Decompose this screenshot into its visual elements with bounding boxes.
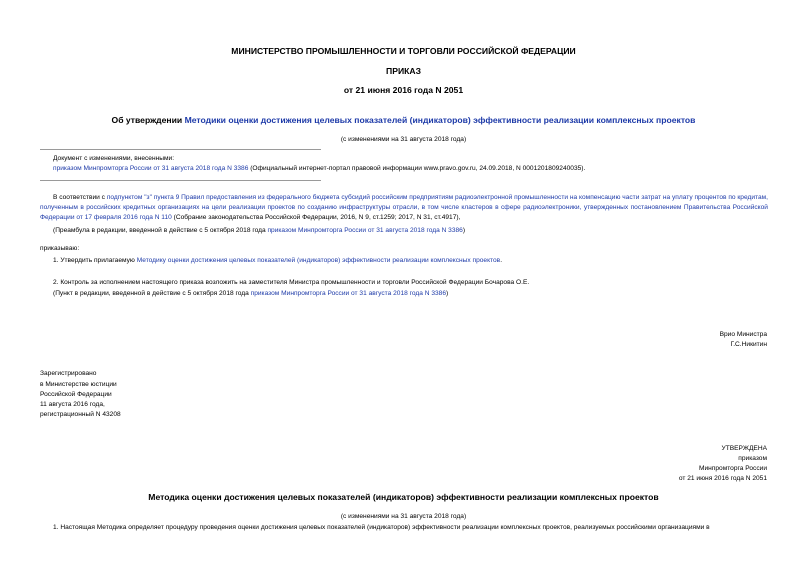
order-title-prefix: Об утверждении bbox=[111, 115, 185, 125]
order-date-number: от 21 июня 2016 года N 2051 bbox=[343, 85, 464, 95]
item-2-note-prefix: (Пункт в редакции, введенной в действие с 5 октября 2018 года bbox=[53, 290, 251, 297]
item-2-note-suffix: ) bbox=[446, 290, 449, 297]
preamble-text-2: (Собрание законодательства Российской Федерации, 2016, N 9, ст.1259; 2017, N 31, ст.4917), bbox=[171, 214, 461, 221]
method-amendment-note: (с изменениями на 31 августа 2018 года) bbox=[340, 513, 467, 520]
changes-heading: Документ с изменениями, внесенными: bbox=[53, 155, 175, 162]
changes-line bbox=[53, 165, 585, 173]
approved-line-1: УТВЕРЖДЕНА bbox=[721, 445, 767, 452]
amendment-note: (с изменениями на 31 августа 2018 года) bbox=[340, 136, 467, 143]
approved-line-3: Минпромторга России bbox=[698, 465, 767, 472]
order-word: приказываю: bbox=[40, 245, 80, 252]
approved-line-2: приказом bbox=[738, 455, 767, 462]
item-2-note bbox=[53, 290, 448, 298]
doc-type-heading: ПРИКАЗ bbox=[386, 66, 421, 76]
preamble-rules-link[interactable]: подпунктом "з" пункта 9 Правил предоставления из федерального бюджета субсидий российским предприятиям радиоэлектронной промышленности на компенсацию части затрат на уплату процентов по кредитам, полученным в российских кредитных организациях на цели реализации проектов по созданию инфраструктуры отрасли, в том числе кластеров в сфере радиоэлектроники, утвержденных постановлением Правительства Российской Федерации от 17 февраля 2016 года N 110 bbox=[40, 194, 768, 221]
preamble-edit-note-prefix: (Преамбула в редакции, введенной в действие с 5 октября 2018 года bbox=[53, 227, 268, 234]
preamble-edit-note bbox=[53, 227, 465, 235]
registration-line-5: регистрационный N 43208 bbox=[40, 411, 121, 418]
order-title bbox=[0, 115, 807, 125]
item-1-suffix: . bbox=[500, 257, 503, 264]
registration-line-3: Российской Федерации bbox=[40, 391, 112, 398]
item-1-method-link[interactable]: Методику оценки достижения целевых показателей (индикаторов) эффективности реализации комплексных проектов bbox=[136, 257, 501, 264]
changes-link[interactable]: приказом Минпромторга России от 31 августа 2018 года N 3386 bbox=[53, 165, 249, 172]
order-title-link[interactable]: Методики оценки достижения целевых показателей (индикаторов) эффективности реализации комплексных проектов bbox=[184, 115, 696, 125]
registration-line-4: 11 августа 2016 года, bbox=[40, 401, 105, 408]
changes-rest: (Официальный интернет-портал правовой информации www.pravo.gov.ru, 24.09.2018, N 0001201809240035). bbox=[248, 165, 586, 172]
method-title: Методика оценки достижения целевых показателей (индикаторов) эффективности реализации комплексных проектов bbox=[148, 492, 659, 502]
signature-position: Врио Министра bbox=[719, 331, 767, 338]
signature-name: Г.С.Никитин bbox=[730, 341, 767, 348]
item-2-note-link[interactable]: приказом Минпромторга России от 31 августа 2018 года N 3386 bbox=[250, 290, 446, 297]
method-paragraph-1: 1. Настоящая Методика определяет процедуру проведения оценки достижения целевых показателей (индикаторов) эффективности реализации комплексных проектов, реализуемых российскими организациями в bbox=[53, 524, 710, 531]
approved-line-4: от 21 июня 2016 года N 2051 bbox=[678, 475, 767, 482]
preamble-text-1: В соответствии с bbox=[53, 194, 107, 201]
item-2: 2. Контроль за исполнением настоящего приказа возложить на заместителя Министра промышленности и торговли Российской Федерации Бочарова О.Е. bbox=[53, 279, 530, 286]
item-1-prefix: 1. Утвердить прилагаемую bbox=[53, 257, 137, 264]
changes-bottom-rule bbox=[40, 180, 321, 181]
ministry-heading: МИНИСТЕРСТВО ПРОМЫШЛЕННОСТИ И ТОРГОВЛИ РОССИЙСКОЙ ФЕДЕРАЦИИ bbox=[231, 46, 576, 56]
item-1 bbox=[53, 257, 502, 265]
registration-line-1: Зарегистрировано bbox=[40, 370, 97, 377]
preamble-edit-note-suffix: ) bbox=[462, 227, 466, 234]
preamble-edit-note-link[interactable]: приказом Минпромторга России от 31 августа 2018 года N 3386 bbox=[267, 227, 463, 234]
registration-line-2: в Министерстве юстиции bbox=[40, 381, 117, 388]
changes-top-rule bbox=[40, 149, 321, 150]
preamble-paragraph bbox=[40, 193, 768, 223]
